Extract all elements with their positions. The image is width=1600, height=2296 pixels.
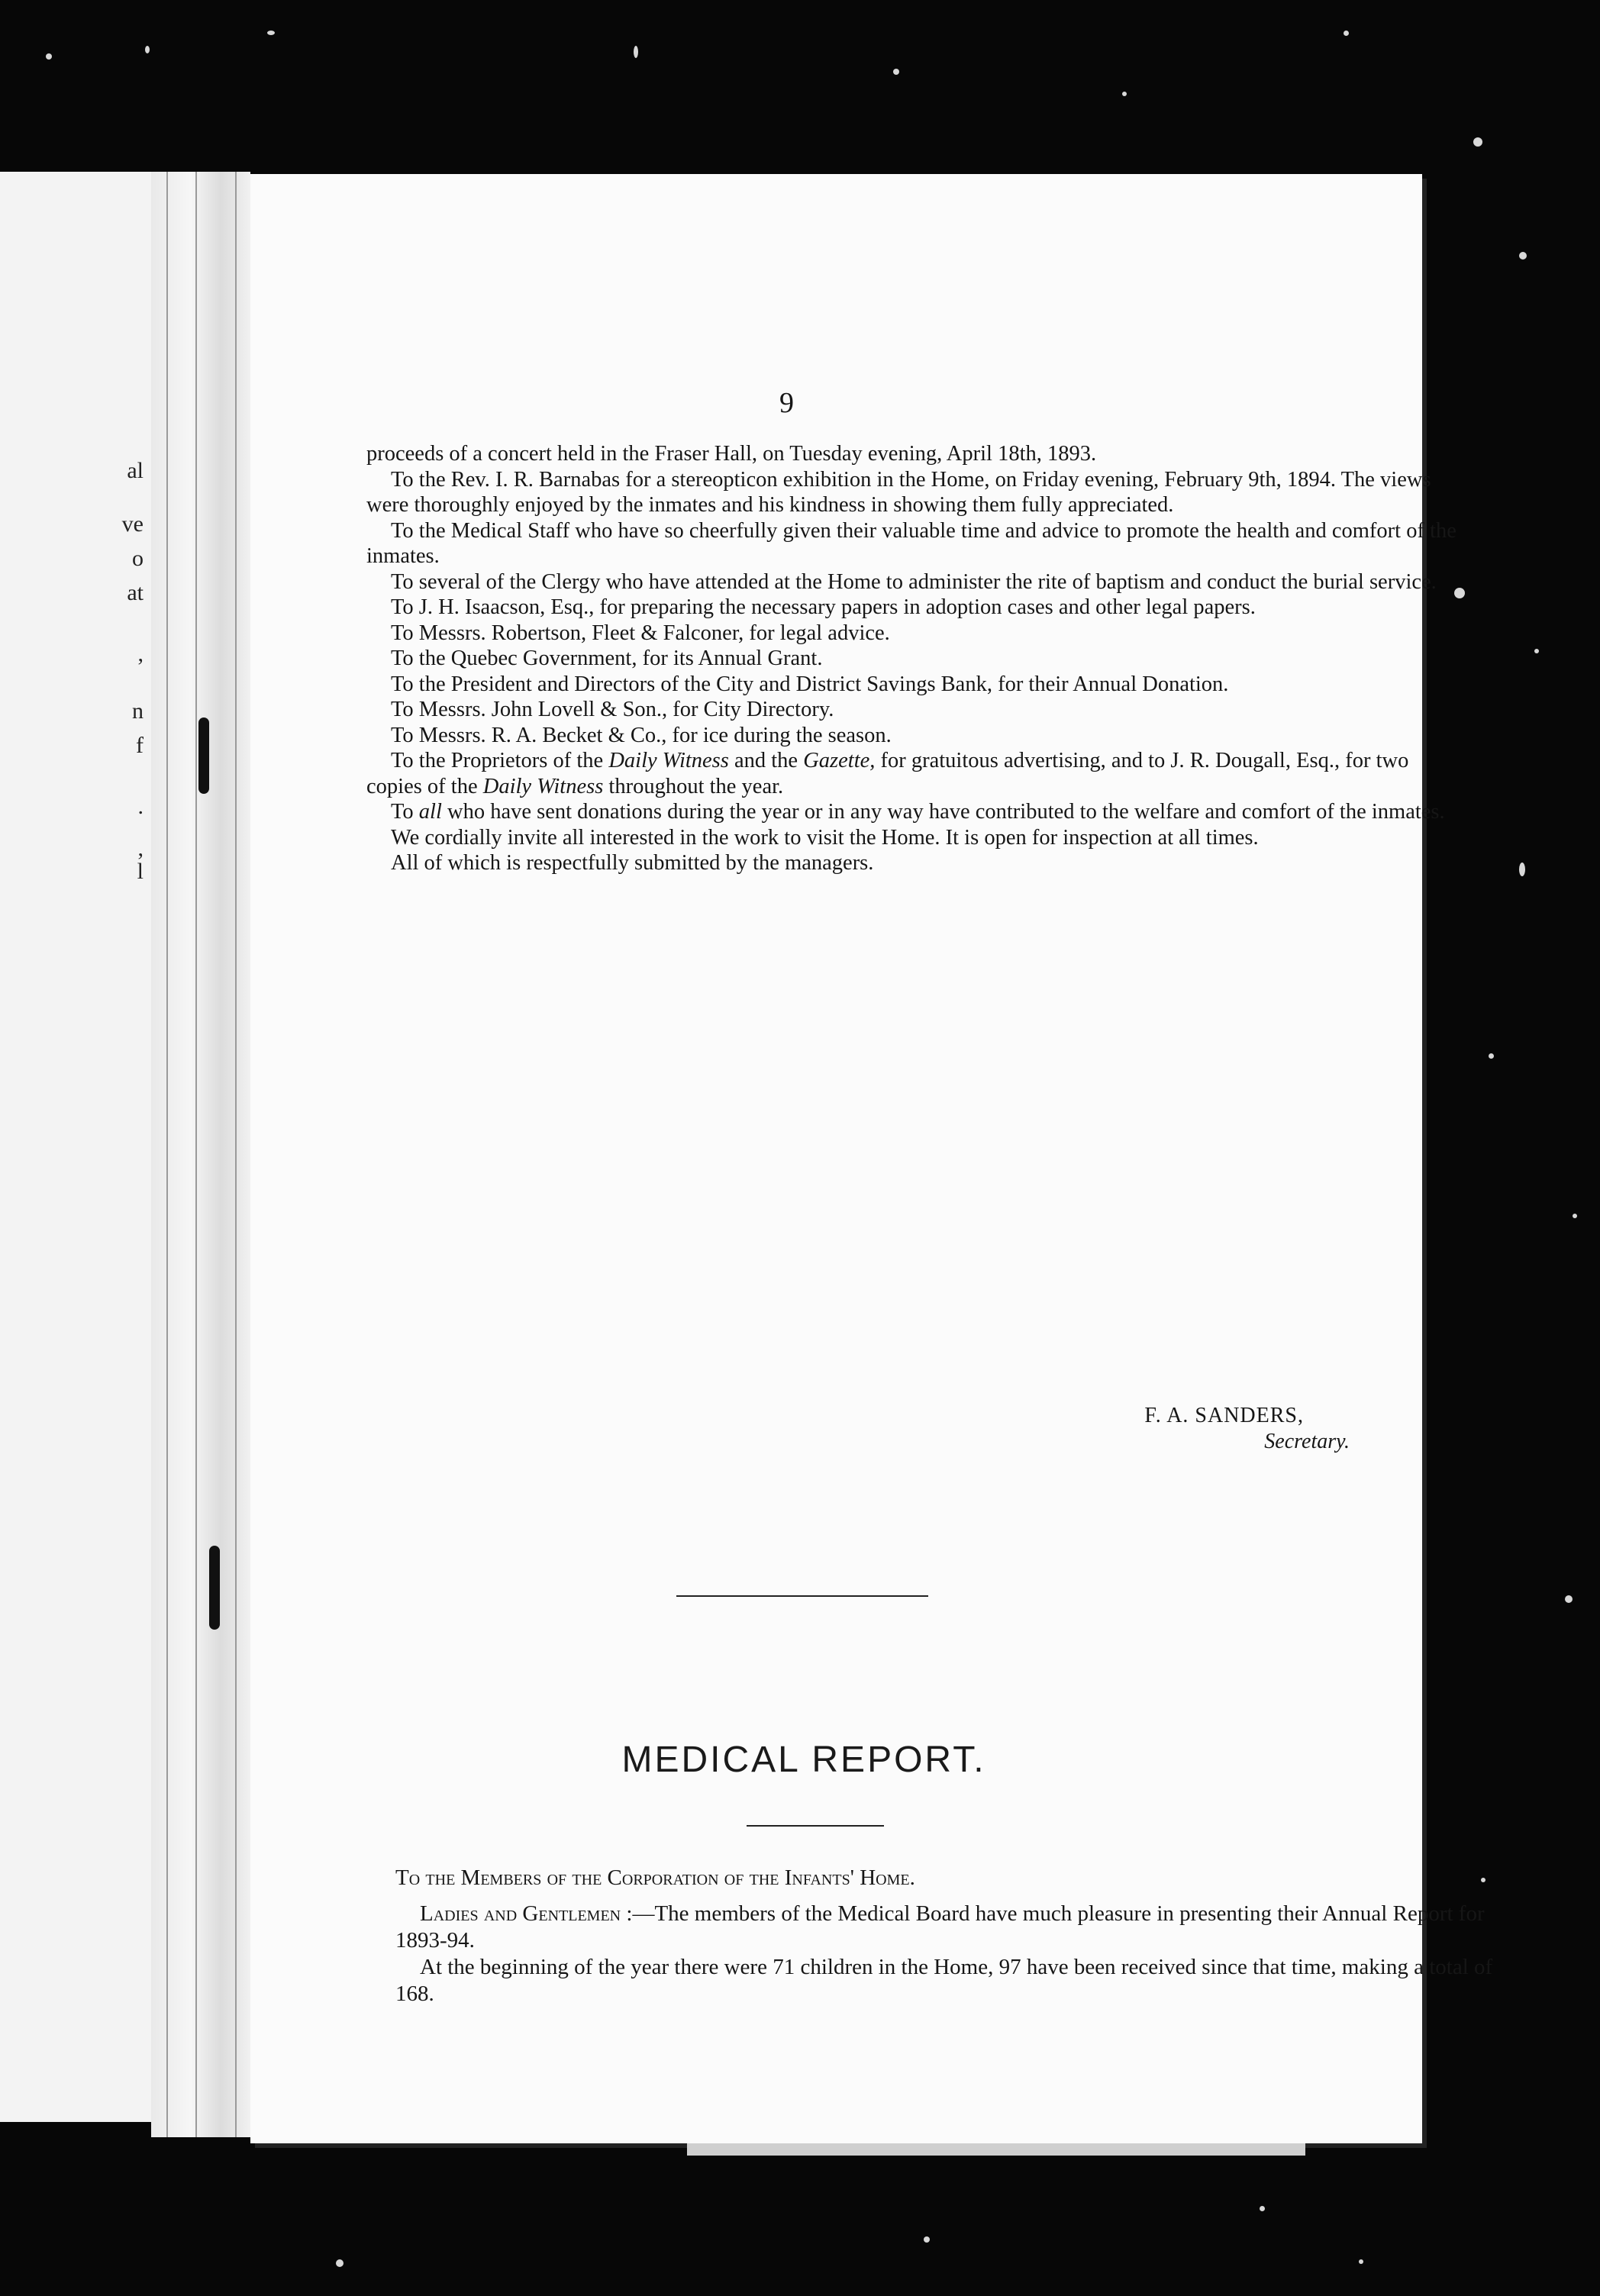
page-edge-line (195, 172, 197, 2137)
signatory-name: F. A. SANDERS, (1144, 1404, 1304, 1427)
signatory-title: Secretary. (1264, 1430, 1350, 1453)
all-donors-paragraph (366, 799, 1466, 825)
text-run: throughout the year. (603, 774, 784, 798)
dust-speck (1565, 1595, 1573, 1603)
text-run: —The members of the Medical Board have much pleasure in presenting their Annual Report for 1893-94. (395, 1901, 1485, 1953)
paragraph: To Messrs. John Lovell & Son., for City Directory. (391, 698, 834, 721)
salutation: Ladies and Gentlemen : (420, 1901, 633, 1926)
dust-speck (893, 69, 899, 75)
dust-speck (1359, 2259, 1363, 2264)
emphasis: all (418, 800, 442, 824)
submission-paragraph: All of which is respectfully submitted by the managers. (391, 851, 874, 875)
page-edge-line (235, 172, 237, 2137)
dust-speck (145, 46, 150, 53)
binding-clip (209, 1546, 220, 1630)
left-page-fragment: n (132, 698, 144, 724)
dust-speck (46, 53, 52, 60)
left-page-fragment: , (137, 836, 144, 861)
text-run: To (391, 800, 419, 824)
publication-name: Gazette, (803, 749, 876, 772)
paragraph: To Messrs. Robertson, Fleet & Falconer, for legal advice. (391, 621, 890, 645)
paragraph: To Messrs. R. A. Becket & Co., for ice during the season. (391, 723, 892, 747)
dust-speck (1519, 863, 1525, 876)
page-edge-line (166, 172, 168, 2137)
dust-speck (1344, 31, 1349, 36)
left-facing-page (0, 172, 153, 2122)
publication-name: Daily Witness (482, 774, 604, 798)
left-page-fragment: al (127, 458, 144, 483)
proprietors-paragraph (366, 748, 1466, 799)
acknowledgements-text (366, 441, 1466, 876)
medical-report-text (395, 1865, 1495, 2007)
underlying-page-edge (687, 2143, 1305, 2156)
paragraph: To the Quebec Government, for its Annual Grant. (391, 647, 823, 670)
text-run: and the (728, 749, 804, 772)
dust-speck (267, 31, 275, 35)
binding-clip (198, 718, 209, 794)
left-page-fragment: at (127, 580, 144, 605)
paragraph: To J. H. Isaacson, Esq., for preparing the necessary papers in adoption cases and other legal papers. (391, 595, 1256, 619)
dust-speck (1573, 1214, 1577, 1218)
dust-speck (924, 2236, 930, 2243)
text-run: who have sent donations during the year or in any way have contributed to the welfare and comfort of the inmates. (441, 800, 1445, 824)
dust-speck (1473, 137, 1482, 147)
left-page-fragment: ve (121, 511, 144, 537)
left-page-fragment: o (132, 546, 144, 571)
report-paragraph: At the beginning of the year there were 71 children in the Home, 97 have been received since that time, making a total of 168. (395, 1955, 1493, 2006)
left-page-fragment: l (137, 859, 144, 884)
dust-speck (1519, 252, 1527, 260)
text-run: for gratuitous advertising, and to J. R. Dougall, Esq., for two copies of the (366, 749, 1409, 798)
text-run: To the Proprietors of the (391, 749, 609, 772)
binding-gutter (151, 172, 250, 2137)
signature-block (1144, 1403, 1350, 1455)
report-page (250, 174, 1493, 2143)
report-paragraph (395, 1901, 1495, 1954)
addressee: To the Members of the Corporation of the Infants' Home. (395, 1866, 915, 1890)
dust-speck (1122, 92, 1127, 96)
dust-speck (336, 2259, 344, 2267)
dust-speck (1534, 649, 1539, 653)
left-page-fragment: . (137, 794, 144, 819)
left-page-fragment: , (137, 641, 144, 666)
section-divider (676, 1595, 928, 1597)
paragraph: To the Rev. I. R. Barnabas for a stereopticon exhibition in the Home, on Friday evening, February 9th, 1894. The views were thoroughly enjoyed by the inmates and his kindness in showing them fully appreciated. (366, 467, 1431, 517)
dust-speck (634, 46, 638, 58)
paragraph: To the Medical Staff who have so cheerfully given their valuable time and advice to promote the health and comfort of the inmates. (366, 518, 1456, 568)
title-underline (747, 1825, 884, 1827)
section-title: MEDICAL REPORT. (621, 1740, 986, 1780)
paragraph: To the President and Directors of the City and District Savings Bank, for their Annual Donation. (391, 672, 1229, 696)
paragraph: To several of the Clergy who have attended at the Home to administer the rite of baptism and conduct the burial service. (391, 569, 1437, 594)
paragraph: proceeds of a concert held in the Fraser Hall, on Tuesday evening, April 18th, 1893. (366, 442, 1097, 466)
invitation-paragraph: We cordially invite all interested in the work to visit the Home. It is open for inspection at all times. (391, 825, 1259, 850)
page-number: 9 (779, 387, 794, 419)
dust-speck (1260, 2206, 1265, 2211)
left-page-fragment: f (136, 733, 144, 758)
dust-speck (1489, 1053, 1494, 1059)
publication-name: Daily Witness (608, 749, 729, 772)
